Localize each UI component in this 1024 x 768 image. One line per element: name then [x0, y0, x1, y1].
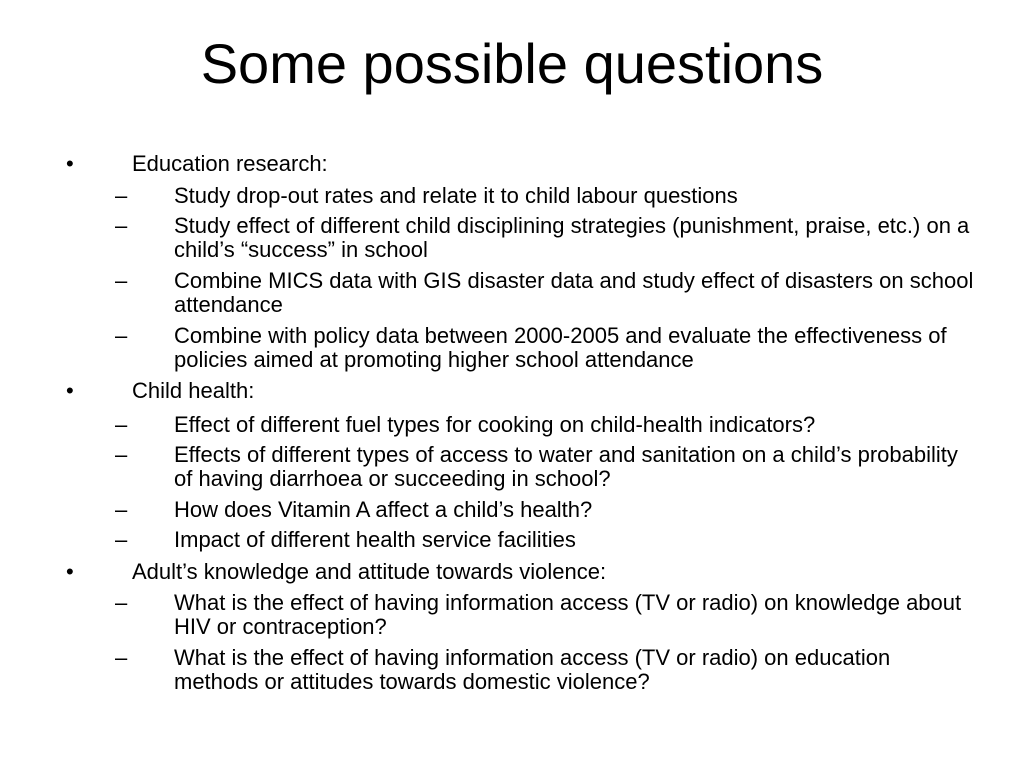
list-item-text: Effects of different types of access to water and sanitation on a child’s probability of having diarrhoea or succeeding in school? [174, 442, 958, 491]
bullet-marker: • [66, 378, 74, 403]
list-item-text: Study drop-out rates and relate it to child labour questions [174, 183, 738, 208]
dash-marker: – [115, 268, 128, 293]
dash-marker: – [115, 323, 128, 348]
dash-marker: – [115, 412, 128, 437]
list-item-text: How does Vitamin A affect a child’s health? [174, 497, 593, 522]
section-label: Education research: [132, 151, 328, 176]
bullet-marker: • [66, 559, 74, 584]
dash-marker: – [115, 442, 128, 467]
dash-marker: – [115, 645, 128, 670]
dash-marker: – [115, 527, 128, 552]
section-label: Child health: [132, 378, 255, 403]
dash-marker: – [115, 590, 128, 615]
list-item-text: What is the effect of having information access (TV or radio) on education methods or attitudes towards domestic violence? [174, 645, 891, 694]
dash-marker: – [115, 213, 128, 238]
list-item-text: Combine with policy data between 2000-2005 and evaluate the effectiveness of policies aimed at promoting higher school attendance [174, 323, 947, 372]
list-item-text: Impact of different health service facilities [174, 527, 576, 552]
bullet-marker: • [66, 151, 74, 176]
list-item-text: Combine MICS data with GIS disaster data and study effect of disasters on school attendance [174, 268, 974, 317]
list-item-text: Study effect of different child disciplining strategies (punishment, praise, etc.) on a child’s “success” in school [174, 213, 970, 262]
list-item-text: What is the effect of having information access (TV or radio) on knowledge about HIV or contraception? [174, 590, 962, 639]
section-label: Adult’s knowledge and attitude towards violence: [132, 559, 607, 584]
dash-marker: – [115, 497, 128, 522]
dash-marker: – [115, 183, 128, 208]
slide-title: Some possible questions [200, 32, 824, 95]
list-item-text: Effect of different fuel types for cooking on child-health indicators? [174, 412, 816, 437]
